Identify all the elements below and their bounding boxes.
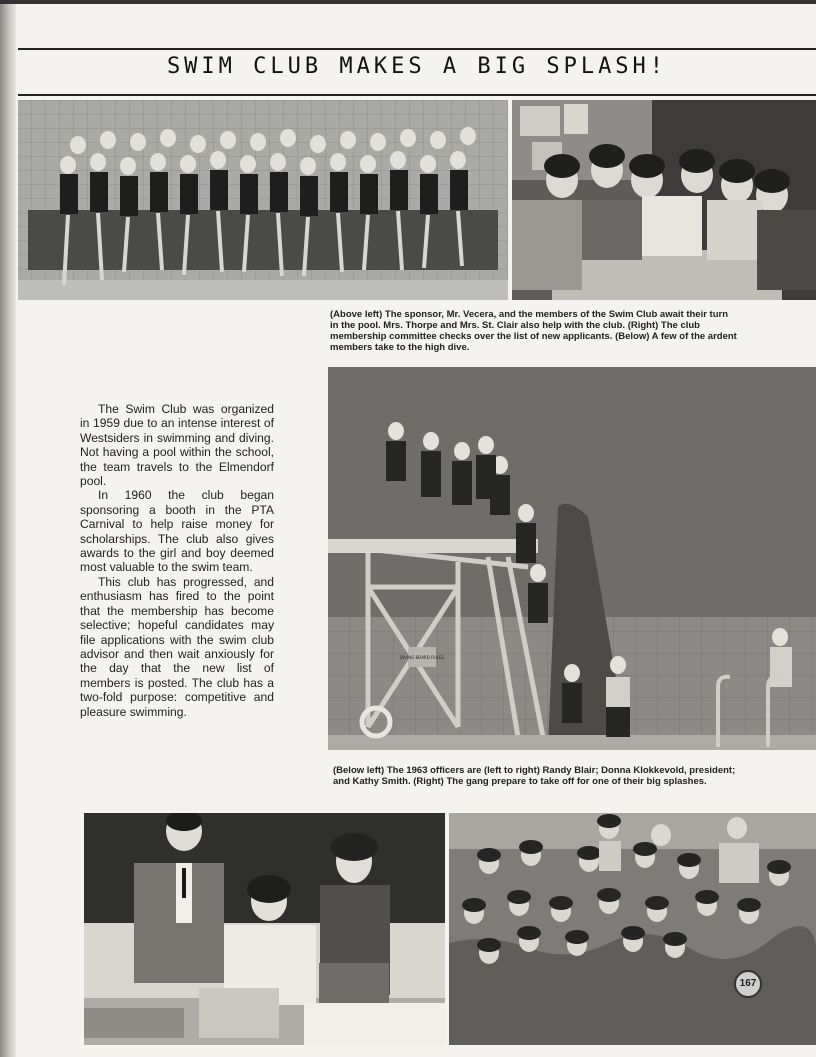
caption-bottom: (Below left) The 1963 officers are (left to right) Randy Blair; Donna Klokkevold, president; and Kathy Smith. (Right) The gang prepare to take off for one of their big splashes. (333, 765, 736, 787)
photo-committee (512, 100, 816, 300)
binding-edge (0, 0, 16, 1057)
page-headline: SWIM CLUB MAKES A BIG SPLASH! (166, 54, 668, 79)
photo-pool-group (449, 813, 816, 1045)
article-paragraph: In 1960 the club began sponsoring a booth in the PTA Carnival to help raise money for scholarships. The club also gives awards to the girl and boy deemed most valuable to the swim team. (80, 488, 274, 575)
headline-underline (18, 94, 816, 96)
article-body (80, 402, 274, 719)
page-number-badge: 167 (734, 970, 762, 998)
top-rule (18, 48, 816, 50)
photo-group-bench (18, 100, 508, 300)
rules-sign-text: DIVING BOARD RULES (399, 655, 445, 660)
caption-top: (Above left) The sponsor, Mr. Vecera, and the members of the Swim Club await their turn in the pool. Mrs. Thorpe and Mrs. St. Clair also help with the club. (Right) The club membership committee checks over the list of new applicants. (Below) A few of the ardent members take to the high dive. (330, 309, 737, 353)
top-edge (0, 0, 816, 4)
photo-high-dive (328, 367, 816, 750)
photo-officers (84, 813, 445, 1045)
article-paragraph: The Swim Club was organized in 1959 due to an intense interest of Westsiders in swimming and diving. Not having a pool within the school, the team travels to the Elmendorf pool. (80, 402, 274, 489)
article-paragraph: This club has progressed, and enthusiasm has fired to the point that the membership has become selective; hopeful candidates may file applications with the swim club advisor and then wait anxiously for the day that the new list of members is posted. The club has a two-fold purpose: competitive and pleasure swimming. (80, 574, 274, 719)
